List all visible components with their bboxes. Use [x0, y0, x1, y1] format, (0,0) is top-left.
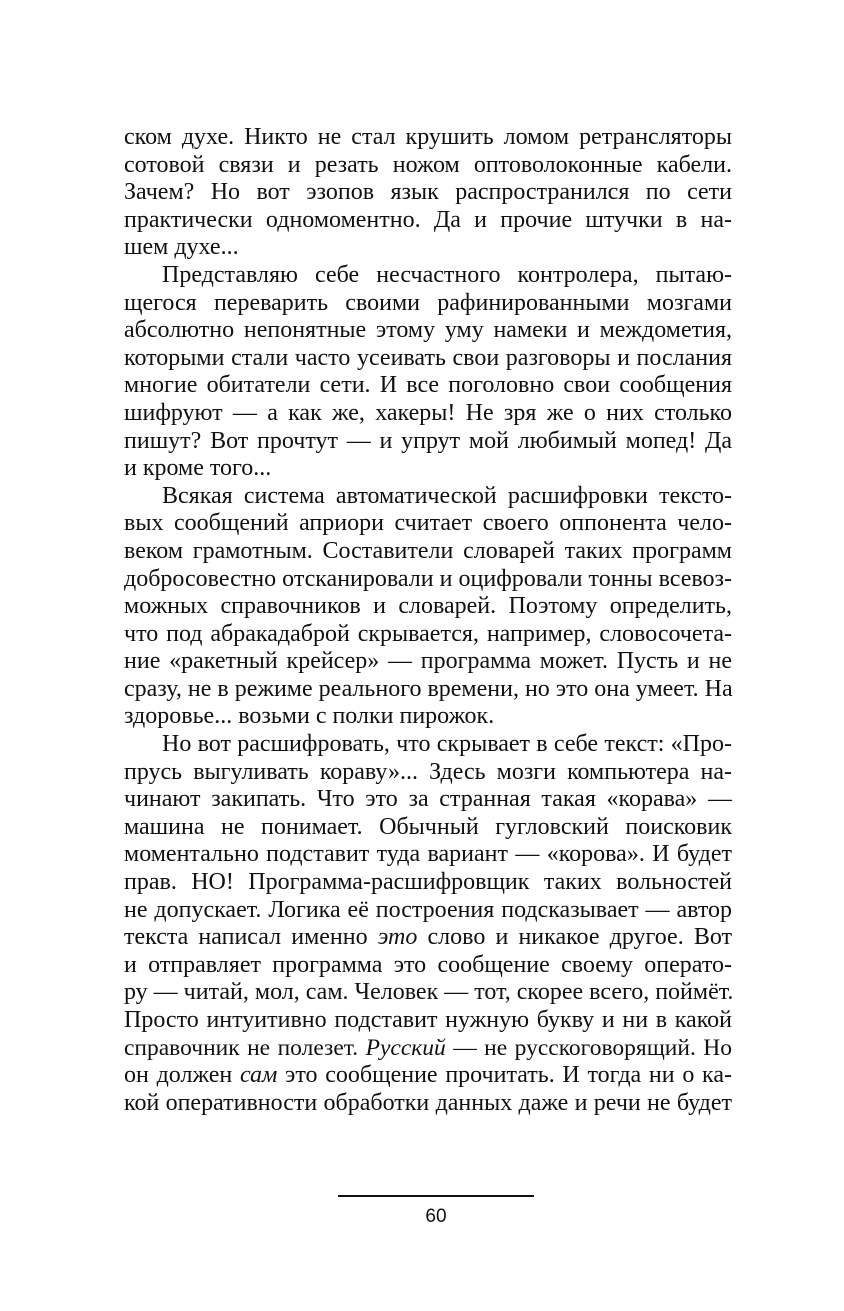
text-line: и отправляет программа это сообщение своему операто-	[124, 951, 732, 978]
text-line: ние «ракетный крейсер» — программа может. Пусть и не	[124, 648, 732, 675]
text-line: шем духе...	[124, 234, 239, 261]
text-line: прусь выгуливать кораву»... Здесь мозги компьютера на-	[124, 758, 732, 785]
text-line: которыми стали часто усеивать свои разговоры и послания	[124, 344, 732, 371]
text-line: кой оперативности обработки данных даже и речи не будет	[124, 1089, 732, 1116]
italic-word: сам	[239, 1062, 278, 1089]
text-line: абсолютно непонятные этому уму намеки и междометия,	[124, 317, 732, 344]
italic-word: это	[377, 924, 418, 951]
text-line	[124, 924, 732, 952]
text-line: многие обитатели сети. И все поголовно свои сообщения	[124, 372, 732, 399]
text-line: здоровье... возьми с полки пирожок.	[124, 703, 495, 730]
text-line: моментально подставит туда вариант — «корова». И будет	[124, 841, 732, 868]
text-segment: он должен	[124, 1062, 233, 1089]
page-body-text	[124, 124, 732, 1117]
text-segment: справочник не полезет.	[124, 1034, 359, 1061]
text-line: что под абракадаброй скрывается, например, словосочета-	[124, 620, 732, 647]
text-line: ском духе. Никто не стал крушить ломом ретрансляторы	[124, 124, 732, 150]
paragraph-first-line: Всякая система автоматической расшифровки тексто-	[162, 482, 732, 509]
text-line: практически одномоментно. Да и прочие штучки в на-	[124, 206, 732, 233]
text-line: сразу, не в режиме реального времени, но это она умеет. На	[124, 675, 733, 702]
text-line: добросовестно отсканировали и оцифровали тонны всевоз-	[124, 565, 732, 592]
text-line: сотовой связи и резать ножом оптоволоконные кабели.	[124, 151, 732, 178]
text-segment: слово и никакое другое. Вот	[427, 924, 733, 951]
text-line: пишут? Вот прочтут — и упрут мой любимый мопед! Да	[124, 427, 732, 454]
text-line	[124, 1035, 732, 1063]
page-number: 60	[425, 1206, 447, 1227]
text-line: чинают закипать. Что это за странная такая «корава» —	[124, 786, 732, 813]
italic-word: Русский	[365, 1034, 446, 1061]
text-line: шифруют — а как же, хакеры! Не зря же о них столько	[124, 399, 732, 426]
text-line: щегося переварить своими рафинированными мозгами	[124, 289, 732, 316]
text-segment: это сообщение прочитать. И тогда ни о ка-	[285, 1062, 733, 1089]
text-line: вых сообщений априори считает своего оппонента чело-	[124, 510, 732, 537]
text-segment: — не русскоговорящий. Но	[453, 1034, 733, 1061]
text-line: Зачем? Но вот эзопов язык распространился по сети	[124, 179, 732, 206]
text-line: машина не понимает. Обычный гугловский поисковик	[124, 813, 732, 840]
footer-divider	[338, 1195, 534, 1197]
paragraph-first-line: Представляю себе несчастного контролера, пытаю-	[162, 261, 732, 288]
text-line: не допускает. Логика её построения подсказывает — автор	[124, 896, 732, 923]
text-segment: текста написал именно	[124, 924, 368, 951]
text-line: веком грамотным. Составители словарей таких программ	[124, 537, 732, 564]
text-line: прав. НО! Программа-расшифровщик таких вольностей	[124, 869, 732, 896]
paragraph-first-line: Но вот расшифровать, что скрывает в себе текст: «Про-	[162, 731, 732, 758]
text-line: Просто интуитивно подставит нужную букву и ни в какой	[124, 1007, 732, 1033]
text-line: ру — читай, мол, сам. Человек — тот, скорее всего, поймёт.	[124, 979, 734, 1006]
text-line: можных справочников и словарей. Поэтому определить,	[124, 593, 732, 620]
text-line	[124, 1062, 732, 1090]
text-line: и кроме того...	[124, 455, 272, 482]
